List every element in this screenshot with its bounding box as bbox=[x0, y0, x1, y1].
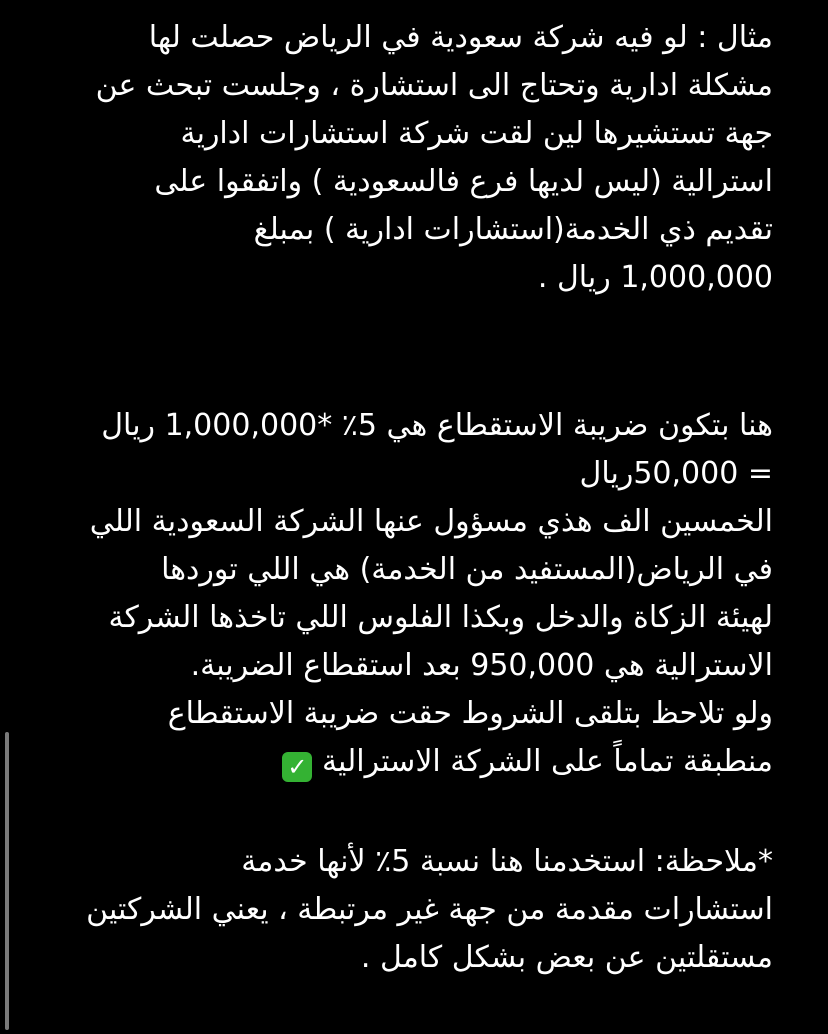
text-line: استرالية (ليس لديها فرع فالسعودية ) واتفقوا على bbox=[154, 164, 773, 199]
example-paragraph bbox=[53, 14, 773, 302]
text-line: ولو تلاحظ بتلقى الشروط حقت ضريبة الاستقطاع bbox=[167, 696, 773, 731]
text-line: استشارات مقدمة من جهة غير مرتبطة ، يعني الشركتين bbox=[86, 892, 773, 927]
text-line: مثال : لو فيه شركة سعودية في الرياض حصلت لها bbox=[148, 20, 773, 55]
text-line: في الرياض(المستفيد من الخدمة) هي اللي توردها bbox=[161, 552, 773, 587]
text-line: منطبقة تماماً على الشركة الاسترالية bbox=[321, 744, 773, 779]
text-line: مستقلتين عن بعض بشكل كامل . bbox=[360, 940, 773, 975]
text-line: مشكلة ادارية وتحتاج الى استشارة ، وجلست تبحث عن bbox=[95, 68, 773, 103]
text-line: *ملاحظة: استخدمنا هنا نسبة 5٪ لأنها خدمة bbox=[241, 844, 773, 879]
text-line: تقديم ذي الخدمة(استشارات ادارية ) بمبلغ bbox=[253, 212, 773, 247]
calculation-paragraph bbox=[53, 402, 773, 786]
text-line: الخمسين الف هذي مسؤول عنها الشركة السعودية اللي bbox=[89, 504, 773, 539]
vertical-scrollbar[interactable] bbox=[5, 732, 9, 1030]
text-line: لهيئة الزكاة والدخل وبكذا الفلوس اللي تاخذها الشركة bbox=[108, 600, 773, 635]
text-line: جهة تستشيرها لين لقت شركة استشارات ادارية bbox=[180, 116, 773, 151]
text-line: = 50,000ريال bbox=[579, 456, 773, 491]
check-mark-icon: ✓ bbox=[282, 752, 312, 782]
text-line: الاسترالية هي 950,000 بعد استقطاع الضريبة. bbox=[190, 648, 773, 683]
text-line: هنا بتكون ضريبة الاستقطاع هي 5٪ *1,000,000 ريال bbox=[101, 408, 773, 443]
text-line-with-check bbox=[53, 738, 773, 786]
note-paragraph bbox=[53, 838, 773, 982]
text-line: 1,000,000 ريال . bbox=[537, 260, 773, 295]
